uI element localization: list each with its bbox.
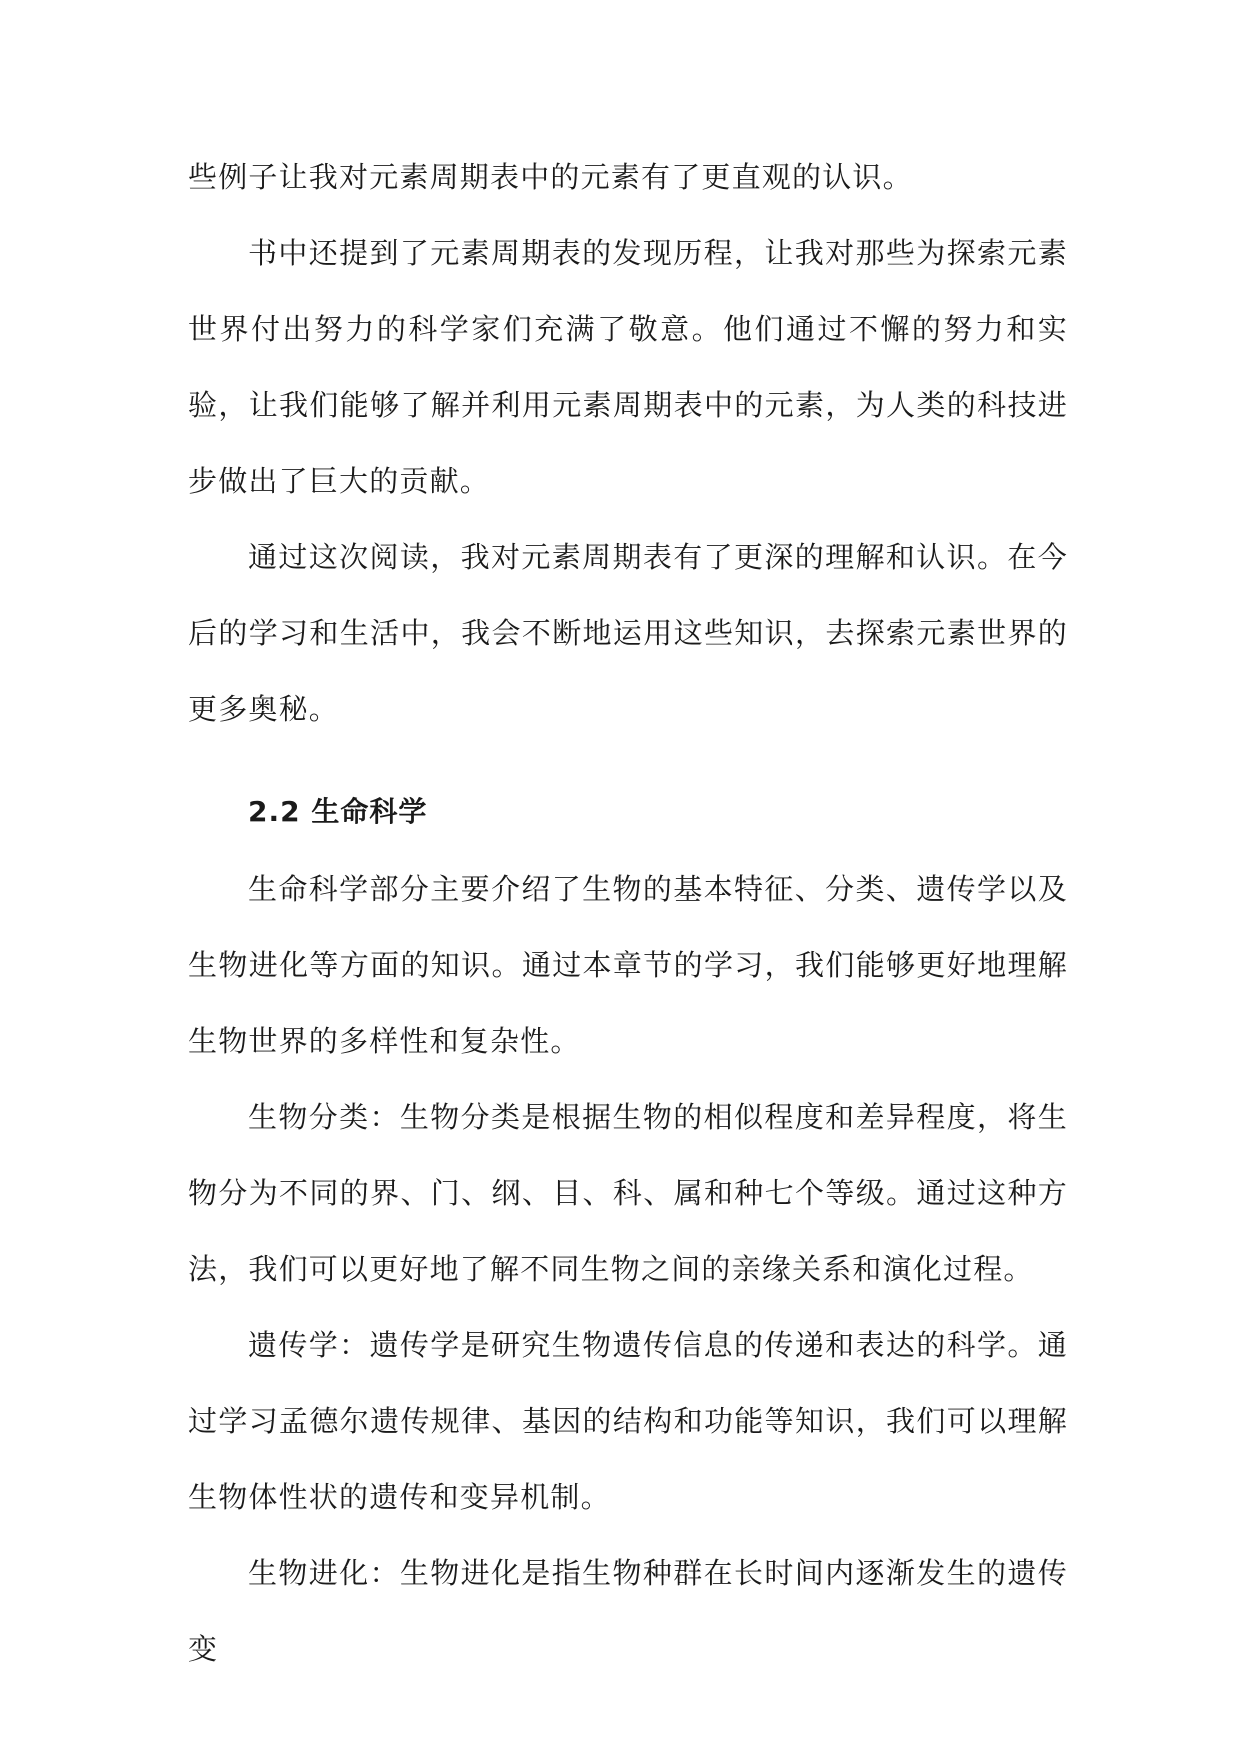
paragraph-life-science-intro: 生命科学部分主要介绍了生物的基本特征、分类、遗传学以及生物进化等方面的知识。通过本章节的学习，我们能够更好地理解生物世界的多样性和复杂性。 [188,872,1068,1058]
section-spacer [188,747,1068,773]
page-content [188,139,1068,1687]
paragraph-continuation: 些例子让我对元素周期表中的元素有了更直观的认识。 [188,160,913,194]
paragraph-evolution: 生物进化：生物进化是指生物种群在长时间内逐渐发生的遗传变 [188,1556,1068,1666]
paragraph-reading-summary: 通过这次阅读，我对元素周期表有了更深的理解和认识。在今后的学习和生活中，我会不断地运用这些知识，去探索元素世界的更多奥秘。 [188,540,1068,726]
paragraph-discovery-history: 书中还提到了元素周期表的发现历程，让我对那些为探索元素世界付出努力的科学家们充满了敬意。他们通过不懈的努力和实验，让我们能够了解并利用元素周期表中的元素，为人类的科技进步做出了巨大的贡献。 [188,236,1068,498]
paragraph-classification: 生物分类：生物分类是根据生物的相似程度和差异程度，将生物分为不同的界、门、纲、目、科、属和种七个等级。通过这种方法，我们可以更好地了解不同生物之间的亲缘关系和演化过程。 [188,1100,1068,1286]
section-heading: 2.2 生命科学 [248,795,428,828]
paragraph-genetics: 遗传学：遗传学是研究生物遗传信息的传递和表达的科学。通过学习孟德尔遗传规律、基因的结构和功能等知识，我们可以理解生物体性状的遗传和变异机制。 [188,1328,1068,1514]
